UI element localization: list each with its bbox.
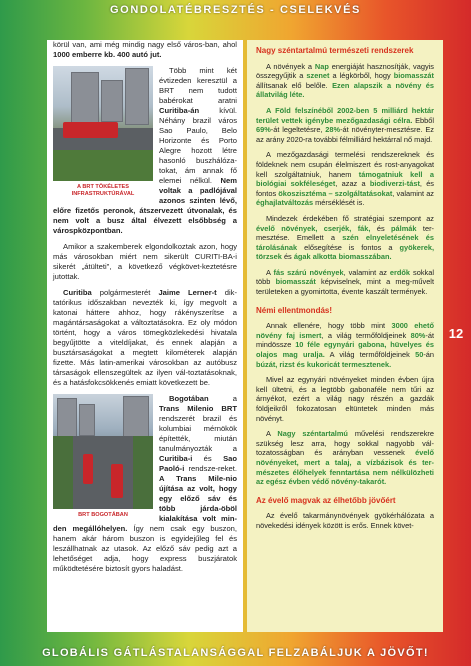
bogota-road-photo (53, 394, 153, 509)
right-paragraph: A Föld felszínéből 2002-ben 5 milliárd hektár terület vettek igénybe mezőgazdasági célra. Ebből 69%-át legeltetésre, 28%-át növényter-mesztésre. Ez az arány 2020-ra további félmilliárd hektárral nő majd. (256, 105, 435, 144)
header-title: GONDOLATÉBRESZTÉS - CSELEKVÉS (110, 4, 361, 16)
left-paragraph: Bogotában a Trans Milenio BRT rendszerét brazil és kolumbiai mérnökök építették, miután tanulmányozták a Curitiba-i és Sao Paoló-i rendsze-reket. A Trans Mile-nio újítása az volt, hogy egy előző sáv és több járda-öböl kialakítása volt min-den megállóhelyen. Így nem csak egy buszon, hanem akár három buszon is egyidejűleg fel és leszállhatnak az utasok. Az előző sáv pedig azt a lehetőséget adja, hogy express buszjáratok működtetésére biztosít gyors haladást. (53, 394, 238, 573)
photo-caption: A BRT TÖKÉLETES INFRASTRUKTÚRÁVAL (71, 184, 135, 197)
section-heading: Nagy széntartalmú természeti rendszerek (256, 46, 414, 55)
bold-text: 1000 emberre kb. 400 autó jut. (53, 50, 162, 59)
page-number: 12 (448, 326, 464, 341)
header-banner (0, 0, 471, 20)
right-paragraph: Mivel az egynyári növényeket minden évben újra kell ültetni, és a legtöbb gabonaféle nem tűri az árnyékot, ezért a világ nagy részén a gazdák földjeikről fokozatosan eltüntetek minden más növényt. (256, 375, 434, 423)
section-heading: Némi ellentmondás! (256, 305, 333, 315)
photo-caption: BRT BOGOTÁBAN (78, 512, 128, 518)
left-paragraph (53, 40, 237, 60)
right-paragraph: Az évelő takarmánynövények gyökérhálózata a növekedési idények között is erős. Ennek követ- (256, 511, 434, 530)
right-paragraph: Annak ellenére, hogy több mint 3000 ehető növény faj ismert, a világ termőföldjeinek 80%-át mindössze 10 féle egynyári gabona, hüvelyes és olajos mag uralja. A világ termőföldjeinek 50-án búzát, rizst és kukoricát termesztenek. (256, 321, 434, 369)
right-paragraph: A Nagy széntartalmú művelési rendszerekre szükség lesz arra, hogy sokkal nagyobb vál-tozatosságban és arányban vessenek évelő növényeket, mert a talaj, a vízbázisok és ter-mészetes élőhelyek fenntartása nem nélkülözheti az egész évben védő növény-takarót. (256, 429, 435, 487)
left-paragraph: Amikor a szakemberek elgondolkoztak azon, hogy más városokban miért nem sikerült CURITI-BA-i sikerét „átülteti", a következő végkövet-keztetésre jutottak. (53, 242, 237, 281)
footer-slogan: GLOBÁLIS GÁTLÁSTALANSÁGGAL FELZABÁLJUK A JÖVŐT! (42, 647, 429, 659)
right-paragraph: Mindezek érdekében fő stratégiai szempont az évelő növények, cserjék, fák, és pálmák ter-mesztése. Emellett a szén elnyeletésének és tárolásának elősegítése is fontos a gyökerek, törzsek és ágak alkotta biomasszában. (256, 213, 434, 262)
right-column (247, 40, 443, 632)
photo-brt-bogota (53, 394, 153, 519)
section-heading: Az évelő magvak az élhetőbb jövőért (256, 495, 396, 505)
brt-station-photo (53, 66, 153, 181)
left-column (47, 40, 243, 632)
right-paragraph: A fás szárú növények, valamint az erdők sokkal több biomasszát képviselnek, mint a meg-művelt területeken a gyomirtotta, évente kaszált termények. (256, 267, 434, 297)
text: körül van, ami még mindig nagy első város-ban, ahol (53, 40, 237, 49)
right-paragraph: A növények a Nap energiáját hasznosítják, vagyis összegyűjtik a szenet a légkörből, hogy biomasszát állítsanak elő belőle. Ezen alapszik a növény és állatvilág léte. (256, 61, 434, 100)
right-paragraph: A mezőgazdasági termelési rendszereknek és földeknek nem csupán élelmiszert és rost-anyagokat kell szolgáltatniuk, hanem támogatniuk kell a biológiai sokféleséget, azaz a biodiverzi-tást, és fontos ökoszisztéma – szolgáltatásokat, valamint az éghajlatváltozás mérséklését is. (256, 150, 434, 208)
footer-banner (0, 640, 471, 666)
left-paragraph: Több mint két évtizeden keresztül a BRT nem tudott babérokat aratni Curitiba-án kívül. Néhány brazil város Sao Paulo, Belo Horizonte és Porto Alegre hozott létre hasonló buszhálóza-tokat, ám annak fő elemei nélkül. Nem voltak a padlójával azonos szinten lévő, előre fizetős peronok, átszervezett útvonalak, és nem volt a busz által élvezett elsőbbség a várospközpontban. (53, 66, 237, 235)
left-paragraph: Curitiba polgármesterét Jaime Lerner-t dik-tatórikus időszakban nevezték ki, így megvolt a katonai háttere ahhoz, hogy rákényszerítse a magántársaságokat a változtatásokra. Ez oly módon történt, hogy a város tömegközlekedési hivatala begyűjtötte a viteldíjakat, és ennek alapján a busztársaságokat a megtett kilométerek alapján fizette. Más latin-amerikai városokban az autóbusz társaságok ellenszegültek az ilyen vál-toztatásoknak, és a hatásfokcsökkenés emiatt következett be. (53, 288, 237, 387)
photo-brt-infrastructure (53, 66, 153, 198)
